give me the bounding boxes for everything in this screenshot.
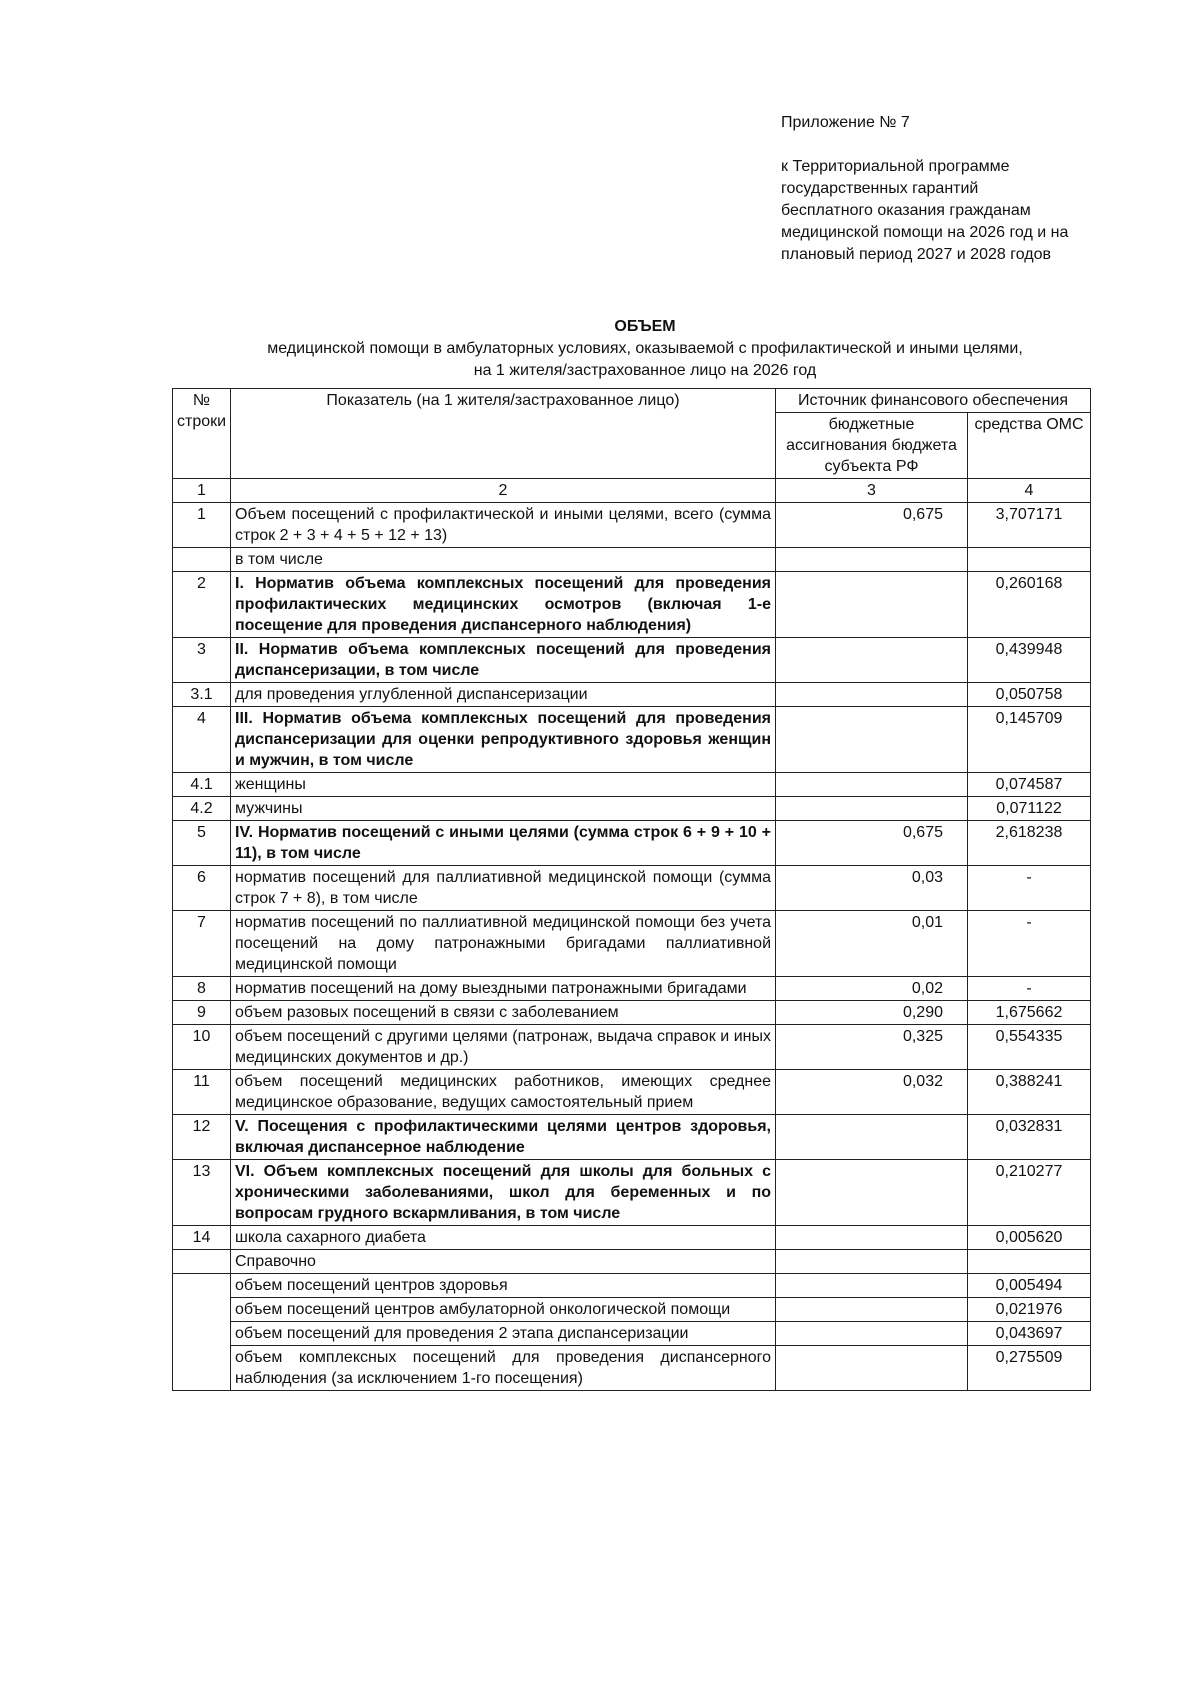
appendix-line: медицинской помощи на 2026 год и на xyxy=(781,224,1069,241)
reference-indicator: объем посещений центров амбулаторной онкологической помощи xyxy=(231,1298,776,1322)
volume-table xyxy=(172,388,1091,1391)
reference-oms-value: 0,275509 xyxy=(968,1346,1091,1391)
row-oms-value: 3,707171 xyxy=(968,503,1091,548)
row-oms-value: 0,032831 xyxy=(968,1115,1091,1160)
column-numbers-row xyxy=(173,479,1091,503)
appendix-number: Приложение № 7 xyxy=(781,114,910,131)
row-oms-value: 0,388241 xyxy=(968,1070,1091,1115)
table-row xyxy=(173,1226,1091,1250)
column-number: 4 xyxy=(968,479,1091,503)
row-budget-value xyxy=(776,1250,968,1274)
table-row xyxy=(173,1001,1091,1025)
table-row xyxy=(173,1250,1091,1274)
row-oms-value: 0,145709 xyxy=(968,707,1091,773)
header-oms: средства ОМС xyxy=(968,413,1091,479)
row-indicator: IV. Норматив посещений с иными целями (сумма строк 6 + 9 + 10 + 11), в том числе xyxy=(231,821,776,866)
row-oms-value: 0,439948 xyxy=(968,638,1091,683)
appendix-block xyxy=(781,112,1101,266)
row-oms-value: 0,005620 xyxy=(968,1226,1091,1250)
row-number: 10 xyxy=(173,1025,231,1070)
row-indicator: школа сахарного диабета xyxy=(231,1226,776,1250)
document-title xyxy=(170,316,1120,382)
reference-budget-value xyxy=(776,1298,968,1322)
row-number: 7 xyxy=(173,911,231,977)
row-budget-value: 0,675 xyxy=(776,821,968,866)
row-indicator: в том числе xyxy=(231,548,776,572)
row-indicator: норматив посещений по паллиативной медицинской помощи без учета посещений на дому патронажными бригадами паллиативной медицинской помощи xyxy=(231,911,776,977)
table-row xyxy=(173,821,1091,866)
reference-budget-value xyxy=(776,1346,968,1391)
row-oms-value xyxy=(968,1250,1091,1274)
column-number: 3 xyxy=(776,479,968,503)
row-number: 3 xyxy=(173,638,231,683)
table-row xyxy=(173,911,1091,977)
row-number: 8 xyxy=(173,977,231,1001)
row-indicator: мужчины xyxy=(231,797,776,821)
table-row xyxy=(173,683,1091,707)
row-oms-value: 0,050758 xyxy=(968,683,1091,707)
table-row xyxy=(173,773,1091,797)
reference-row xyxy=(173,1322,1091,1346)
title-line-2: на 1 жителя/застрахованное лицо на 2026 год xyxy=(473,362,817,379)
row-number: 12 xyxy=(173,1115,231,1160)
row-indicator: норматив посещений для паллиативной медицинской помощи (сумма строк 7 + 8), в том числе xyxy=(231,866,776,911)
header-row xyxy=(173,389,1091,413)
row-budget-value xyxy=(776,1160,968,1226)
appendix-line: государственных гарантий xyxy=(781,180,979,197)
row-budget-value: 0,032 xyxy=(776,1070,968,1115)
row-oms-value: - xyxy=(968,866,1091,911)
row-number: 4 xyxy=(173,707,231,773)
row-oms-value: 0,210277 xyxy=(968,1160,1091,1226)
header-budget: бюджетные ассигнования бюджета субъекта РФ xyxy=(776,413,968,479)
row-indicator: VI. Объем комплексных посещений для школы для больных с хроническими заболеваниями, школ для беременных и по вопросам грудного вскармливания, в том числе xyxy=(231,1160,776,1226)
row-number: 11 xyxy=(173,1070,231,1115)
row-indicator: для проведения углубленной диспансеризации xyxy=(231,683,776,707)
row-budget-value: 0,02 xyxy=(776,977,968,1001)
header-row-number: № строки xyxy=(173,389,231,479)
table-row xyxy=(173,548,1091,572)
table-row xyxy=(173,1115,1091,1160)
row-number xyxy=(173,548,231,572)
row-indicator: I. Норматив объема комплексных посещений для проведения профилактических медицинских осмотров (включая 1-е посещение для проведения диспансерного наблюдения) xyxy=(231,572,776,638)
row-oms-value: - xyxy=(968,911,1091,977)
reference-oms-value: 0,043697 xyxy=(968,1322,1091,1346)
row-indicator: женщины xyxy=(231,773,776,797)
row-indicator: объем посещений с другими целями (патронаж, выдача справок и иных медицинских документов и др.) xyxy=(231,1025,776,1070)
row-number: 14 xyxy=(173,1226,231,1250)
row-indicator: III. Норматив объема комплексных посещений для проведения диспансеризации для оценки репродуктивного здоровья женщин и мужчин, в том числе xyxy=(231,707,776,773)
table-row xyxy=(173,638,1091,683)
appendix-line: бесплатного оказания гражданам xyxy=(781,202,1031,219)
row-number: 4.2 xyxy=(173,797,231,821)
row-oms-value: 0,071122 xyxy=(968,797,1091,821)
header-source: Источник финансового обеспечения xyxy=(776,389,1091,413)
reference-row xyxy=(173,1274,1091,1298)
reference-row-number xyxy=(173,1274,231,1391)
row-number: 1 xyxy=(173,503,231,548)
title-line-1: медицинской помощи в амбулаторных условиях, оказываемой с профилактической и иными целями, xyxy=(267,340,1023,357)
row-number: 6 xyxy=(173,866,231,911)
row-budget-value: 0,01 xyxy=(776,911,968,977)
row-oms-value: 2,618238 xyxy=(968,821,1091,866)
row-oms-value xyxy=(968,548,1091,572)
header-indicator: Показатель (на 1 жителя/застрахованное лицо) xyxy=(231,389,776,479)
reference-budget-value xyxy=(776,1322,968,1346)
row-oms-value: 0,260168 xyxy=(968,572,1091,638)
column-number: 2 xyxy=(231,479,776,503)
row-budget-value xyxy=(776,707,968,773)
reference-indicator: объем посещений для проведения 2 этапа диспансеризации xyxy=(231,1322,776,1346)
row-budget-value: 0,675 xyxy=(776,503,968,548)
row-indicator: II. Норматив объема комплексных посещений для проведения диспансеризации, в том числе xyxy=(231,638,776,683)
row-budget-value xyxy=(776,797,968,821)
reference-budget-value xyxy=(776,1274,968,1298)
row-budget-value xyxy=(776,638,968,683)
row-oms-value: 1,675662 xyxy=(968,1001,1091,1025)
row-budget-value xyxy=(776,1115,968,1160)
row-budget-value: 0,03 xyxy=(776,866,968,911)
row-number: 13 xyxy=(173,1160,231,1226)
row-number: 4.1 xyxy=(173,773,231,797)
table-row xyxy=(173,1160,1091,1226)
row-budget-value xyxy=(776,572,968,638)
row-number: 5 xyxy=(173,821,231,866)
row-number: 9 xyxy=(173,1001,231,1025)
table-row xyxy=(173,572,1091,638)
row-oms-value: 0,074587 xyxy=(968,773,1091,797)
table-row xyxy=(173,1025,1091,1070)
row-indicator: объем посещений медицинских работников, имеющих среднее медицинское образование, ведущих самостоятельный прием xyxy=(231,1070,776,1115)
row-indicator: V. Посещения с профилактическими целями центров здоровья, включая диспансерное наблюдение xyxy=(231,1115,776,1160)
row-budget-value xyxy=(776,683,968,707)
column-number: 1 xyxy=(173,479,231,503)
row-number xyxy=(173,1250,231,1274)
row-budget-value xyxy=(776,548,968,572)
reference-row xyxy=(173,1346,1091,1391)
table-row xyxy=(173,503,1091,548)
appendix-line: плановый период 2027 и 2028 годов xyxy=(781,246,1051,263)
reference-row xyxy=(173,1298,1091,1322)
row-budget-value: 0,290 xyxy=(776,1001,968,1025)
table-body xyxy=(173,389,1091,1391)
row-budget-value xyxy=(776,773,968,797)
row-oms-value: 0,554335 xyxy=(968,1025,1091,1070)
reference-oms-value: 0,021976 xyxy=(968,1298,1091,1322)
table-row xyxy=(173,977,1091,1001)
row-indicator: Справочно xyxy=(231,1250,776,1274)
title-main: ОБЪЕМ xyxy=(614,318,676,335)
table-row xyxy=(173,866,1091,911)
row-budget-value: 0,325 xyxy=(776,1025,968,1070)
row-budget-value xyxy=(776,1226,968,1250)
reference-indicator: объем посещений центров здоровья xyxy=(231,1274,776,1298)
table-row xyxy=(173,797,1091,821)
table-row xyxy=(173,1070,1091,1115)
row-number: 3.1 xyxy=(173,683,231,707)
row-indicator: норматив посещений на дому выездными патронажными бригадами xyxy=(231,977,776,1001)
appendix-line: к Территориальной программе xyxy=(781,158,1010,175)
row-oms-value: - xyxy=(968,977,1091,1001)
row-indicator: объем разовых посещений в связи с заболеванием xyxy=(231,1001,776,1025)
reference-indicator: объем комплексных посещений для проведения диспансерного наблюдения (за исключением 1-го посещения) xyxy=(231,1346,776,1391)
row-number: 2 xyxy=(173,572,231,638)
table-row xyxy=(173,707,1091,773)
row-indicator: Объем посещений с профилактической и иными целями, всего (сумма строк 2 + 3 + 4 + 5 + 12 + 13) xyxy=(231,503,776,548)
reference-oms-value: 0,005494 xyxy=(968,1274,1091,1298)
